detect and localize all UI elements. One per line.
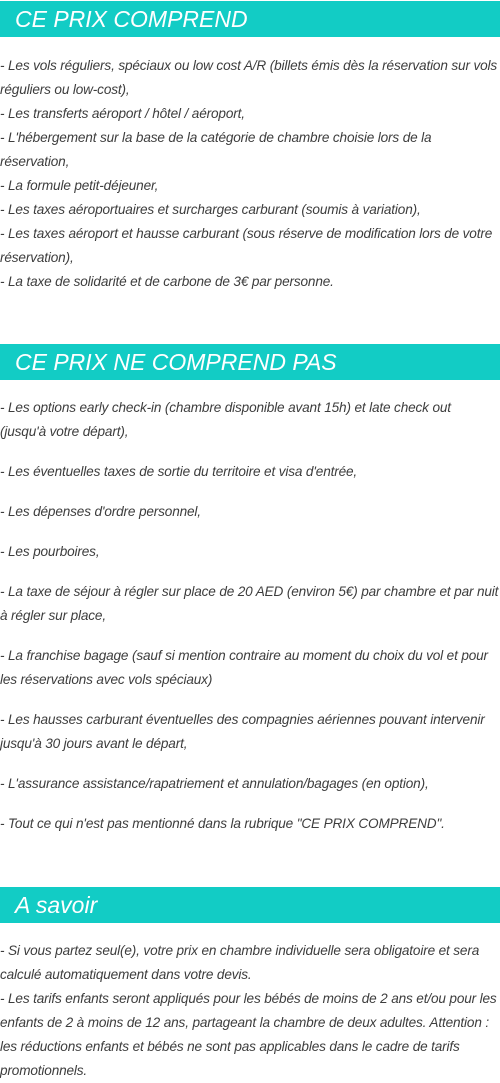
- list-item: - L'assurance assistance/rapatriement et annulation/bagages (en option),: [0, 776, 429, 791]
- list-item: - Les taxes aéroportuaires et surcharges carburant (soumis à variation),: [0, 202, 421, 217]
- list-item: - Si vous partez seul(e), votre prix en chambre individuelle sera obligatoire et sera calculé automatiquement dans votre devis.: [0, 943, 480, 982]
- list-item: - La taxe de solidarité et de carbone de 3€ par personne.: [0, 274, 334, 289]
- list-item: - Les transferts aéroport / hôtel / aéroport,: [0, 106, 245, 121]
- section-body-ce-prix-comprend: [0, 54, 500, 294]
- list-item: - Les pourboires,: [0, 544, 100, 559]
- list-item: - Les hausses carburant éventuelles des compagnies aériennes pouvant intervenir jusqu'à 30 jours avant le départ,: [0, 712, 485, 751]
- list-item: - L'hébergement sur la base de la catégorie de chambre choisie lors de la réservation,: [0, 130, 432, 169]
- section-body-a-savoir: [0, 939, 500, 1083]
- list-item: - Les vols réguliers, spéciaux ou low cost A/R (billets émis dès la réservation sur vols réguliers ou low-cost),: [0, 58, 498, 97]
- section-title-ce-prix-comprend: CE PRIX COMPREND: [0, 1, 500, 37]
- list-item: - Tout ce qui n'est pas mentionné dans la rubrique "CE PRIX COMPREND".: [0, 816, 445, 831]
- list-item: - La formule petit-déjeuner,: [0, 178, 159, 193]
- list-item: - Les éventuelles taxes de sortie du territoire et visa d'entrée,: [0, 464, 358, 479]
- list-item: - La taxe de séjour à régler sur place de 20 AED (environ 5€) par chambre et par nuit à régler sur place,: [0, 584, 499, 623]
- list-item: - Les dépenses d'ordre personnel,: [0, 504, 201, 519]
- section-title-a-savoir: A savoir: [0, 887, 500, 923]
- section-title-ce-prix-ne-comprend-pas: CE PRIX NE COMPREND PAS: [0, 344, 500, 380]
- list-item: - Les options early check-in (chambre disponible avant 15h) et late check out (jusqu'à votre départ),: [0, 400, 451, 439]
- section-body-ce-prix-ne-comprend-pas: [0, 396, 500, 836]
- list-item: - Les taxes aéroport et hausse carburant (sous réserve de modification lors de votre réservation),: [0, 226, 493, 265]
- list-item: - La franchise bagage (sauf si mention contraire au moment du choix du vol et pour les réservations avec vols spéciaux): [0, 648, 488, 687]
- list-item: - Les tarifs enfants seront appliqués pour les bébés de moins de 2 ans et/ou pour les enfants de 2 à moins de 12 ans, partageant la chambre de deux adultes. Attention : les réductions enfants et bébés ne sont pas applicables dans le cadre de tarifs promotionnels.: [0, 991, 497, 1078]
